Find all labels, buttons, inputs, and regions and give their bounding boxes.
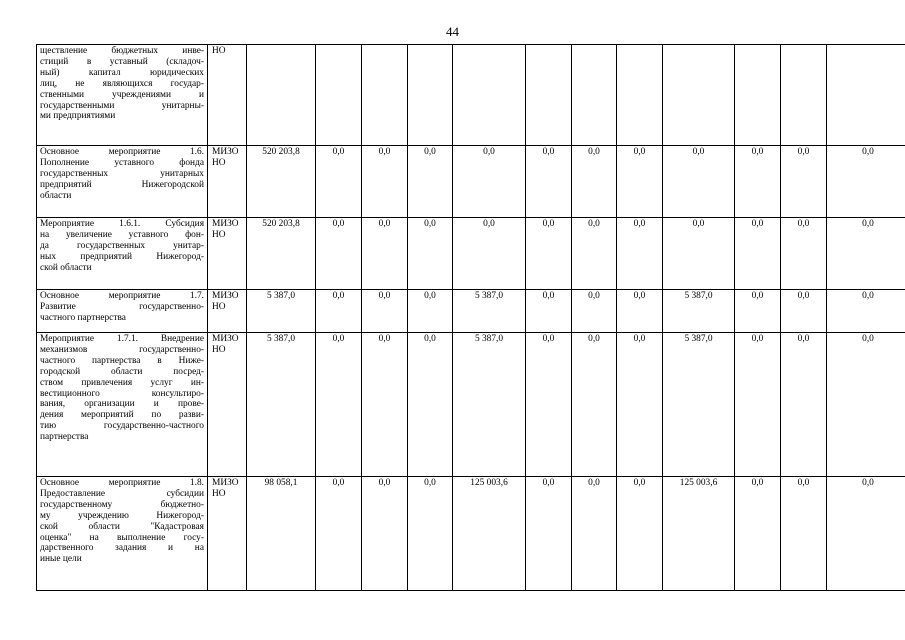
activity-name-line: Мероприятие 1.7.1. Внедрение <box>40 334 204 344</box>
value-cell: 0,0 <box>408 290 453 333</box>
value-cell: 0,0 <box>408 333 453 477</box>
activity-name-line: Развитие государственно- <box>40 301 204 312</box>
executor-cell <box>208 290 247 333</box>
value-cell: 0,0 <box>526 477 572 591</box>
executor-line: НО <box>212 157 226 168</box>
value-cell: 0,0 <box>316 333 362 477</box>
activity-name-line: дения мероприятий по разви- <box>40 410 204 421</box>
activity-name-cell <box>37 290 208 333</box>
executor-line: МИЗО <box>212 147 239 157</box>
activity-name-line: партнерства <box>40 432 89 443</box>
table-row <box>37 45 905 146</box>
value-cell: 0,0 <box>453 146 526 218</box>
value-cell: 98 058,1 <box>247 477 316 591</box>
value-cell: 0,0 <box>572 333 617 477</box>
value-cell: 0,0 <box>572 477 617 591</box>
executor-line: МИЗО <box>212 334 239 344</box>
value-cell <box>526 45 572 146</box>
value-cell <box>617 45 663 146</box>
value-cell: 0,0 <box>316 290 362 333</box>
value-cell: 5 387,0 <box>453 290 526 333</box>
executor-cell <box>208 146 247 218</box>
activity-name-line: государственными унитарны- <box>40 100 204 111</box>
activity-name-line: механизмов государственно- <box>40 344 204 355</box>
value-cell <box>362 45 408 146</box>
value-cell: 0,0 <box>663 146 735 218</box>
value-cell: 0,0 <box>408 218 453 290</box>
value-cell <box>247 45 316 146</box>
value-cell: 0,0 <box>663 218 735 290</box>
activity-name-line: Пополнение уставного фонда <box>40 157 204 168</box>
executor-line: НО <box>212 344 226 355</box>
value-cell: 0,0 <box>362 146 408 218</box>
activity-name-cell <box>37 218 208 290</box>
value-cell: 0,0 <box>526 333 572 477</box>
value-cell: 0,0 <box>827 290 905 333</box>
executor-line: МИЗО <box>212 478 239 488</box>
table-row <box>37 146 905 218</box>
activity-name-line: на увеличение уставного фон- <box>40 229 204 240</box>
activity-name-line: дарственного задания и на <box>40 543 204 554</box>
activity-name-line: Мероприятие 1.6.1. Субсидия <box>40 219 204 229</box>
value-cell: 0,0 <box>572 290 617 333</box>
value-cell <box>572 45 617 146</box>
value-cell: 0,0 <box>617 290 663 333</box>
value-cell: 0,0 <box>617 146 663 218</box>
value-cell: 0,0 <box>781 146 827 218</box>
activity-name-line: да государственных унитар- <box>40 240 204 251</box>
value-cell: 125 003,6 <box>453 477 526 591</box>
activity-name-cell <box>37 146 208 218</box>
activity-name-line: государственному бюджетно- <box>40 499 204 510</box>
value-cell <box>663 45 735 146</box>
activity-name-line: ством привлечения услуг ин- <box>40 377 204 388</box>
executor-line: НО <box>212 301 226 312</box>
activity-name-cell <box>37 477 208 591</box>
activity-name-line: ми предприятиями <box>40 111 116 122</box>
activity-name-line: Основное мероприятие 1.7. <box>40 291 204 301</box>
value-cell: 0,0 <box>735 333 781 477</box>
activity-name-line: му учреждению Нижегород- <box>40 510 204 521</box>
value-cell <box>827 45 905 146</box>
value-cell: 0,0 <box>362 290 408 333</box>
value-cell: 0,0 <box>362 218 408 290</box>
value-cell: 0,0 <box>781 290 827 333</box>
value-cell: 0,0 <box>735 290 781 333</box>
value-cell: 0,0 <box>617 333 663 477</box>
activity-name-line: Предоставление субсидии <box>40 488 204 499</box>
value-cell: 0,0 <box>827 477 905 591</box>
activity-name-line: стиций в уставный (складоч- <box>40 56 204 67</box>
activity-name-line: ской области "Кадастровая <box>40 521 204 532</box>
activity-name-line: ственными учреждениями и <box>40 89 204 100</box>
value-cell: 0,0 <box>453 218 526 290</box>
executor-line: МИЗО <box>212 291 239 301</box>
executor-line: НО <box>212 488 226 499</box>
value-cell: 0,0 <box>827 218 905 290</box>
value-cell: 0,0 <box>408 477 453 591</box>
value-cell: 0,0 <box>408 146 453 218</box>
activity-name-cell <box>37 333 208 477</box>
value-cell: 125 003,6 <box>663 477 735 591</box>
value-cell: 0,0 <box>572 218 617 290</box>
value-cell <box>453 45 526 146</box>
value-cell: 5 387,0 <box>663 290 735 333</box>
value-cell: 5 387,0 <box>453 333 526 477</box>
value-cell: 0,0 <box>316 146 362 218</box>
value-cell: 0,0 <box>526 290 572 333</box>
page-number: 44 <box>446 24 459 39</box>
executor-cell <box>208 45 247 146</box>
value-cell <box>735 45 781 146</box>
value-cell: 5 387,0 <box>247 333 316 477</box>
value-cell <box>781 45 827 146</box>
value-cell: 0,0 <box>827 333 905 477</box>
value-cell: 520 203,8 <box>247 218 316 290</box>
value-cell: 0,0 <box>827 146 905 218</box>
executor-line: НО <box>212 229 226 240</box>
value-cell: 0,0 <box>781 477 827 591</box>
executor-cell <box>208 477 247 591</box>
activity-name-line: частного партнерства в Ниже- <box>40 355 204 366</box>
table-row <box>37 333 905 477</box>
value-cell: 5 387,0 <box>663 333 735 477</box>
activity-name-line: вестиционного консультиро- <box>40 388 204 399</box>
budget-table <box>36 44 905 591</box>
value-cell: 520 203,8 <box>247 146 316 218</box>
value-cell: 0,0 <box>316 218 362 290</box>
activity-name-line: Основное мероприятие 1.8. <box>40 478 204 488</box>
activity-name-line: частного партнерства <box>40 312 126 323</box>
executor-line: МИЗО <box>212 219 239 229</box>
value-cell: 0,0 <box>617 218 663 290</box>
table-row <box>37 477 905 591</box>
table-row <box>37 290 905 333</box>
activity-name-line: тию государственно-частного <box>40 421 204 432</box>
value-cell: 0,0 <box>735 146 781 218</box>
value-cell: 0,0 <box>781 218 827 290</box>
value-cell: 0,0 <box>735 477 781 591</box>
activity-name-line: ных предприятий Нижегород- <box>40 251 204 262</box>
value-cell: 0,0 <box>526 146 572 218</box>
value-cell: 5 387,0 <box>247 290 316 333</box>
activity-name-line: оценка" на выполнение госу- <box>40 532 204 543</box>
activity-name-cell <box>37 45 208 146</box>
executor-line: НО <box>212 46 226 56</box>
value-cell <box>316 45 362 146</box>
activity-name-line: области <box>40 190 72 201</box>
activity-name-line: государственных унитарных <box>40 168 204 179</box>
activity-name-line: городской области посред- <box>40 366 204 377</box>
activity-name-line: ществление бюджетных инве- <box>40 46 204 56</box>
table-row <box>37 218 905 290</box>
value-cell: 0,0 <box>781 333 827 477</box>
value-cell <box>408 45 453 146</box>
activity-name-line: ской области <box>40 262 92 273</box>
value-cell: 0,0 <box>617 477 663 591</box>
activity-name-line: Основное мероприятие 1.6. <box>40 147 204 157</box>
executor-cell <box>208 218 247 290</box>
value-cell: 0,0 <box>526 218 572 290</box>
value-cell: 0,0 <box>735 218 781 290</box>
activity-name-line: лиц, не являющихся государ- <box>40 78 204 89</box>
value-cell: 0,0 <box>362 333 408 477</box>
activity-name-line: предприятий Нижегородской <box>40 179 204 190</box>
executor-cell <box>208 333 247 477</box>
value-cell: 0,0 <box>572 146 617 218</box>
value-cell: 0,0 <box>316 477 362 591</box>
activity-name-line: вания, организации и прове- <box>40 399 204 410</box>
value-cell: 0,0 <box>362 477 408 591</box>
activity-name-line: ный) капитал юридических <box>40 67 204 78</box>
activity-name-line: иные цели <box>40 554 82 565</box>
